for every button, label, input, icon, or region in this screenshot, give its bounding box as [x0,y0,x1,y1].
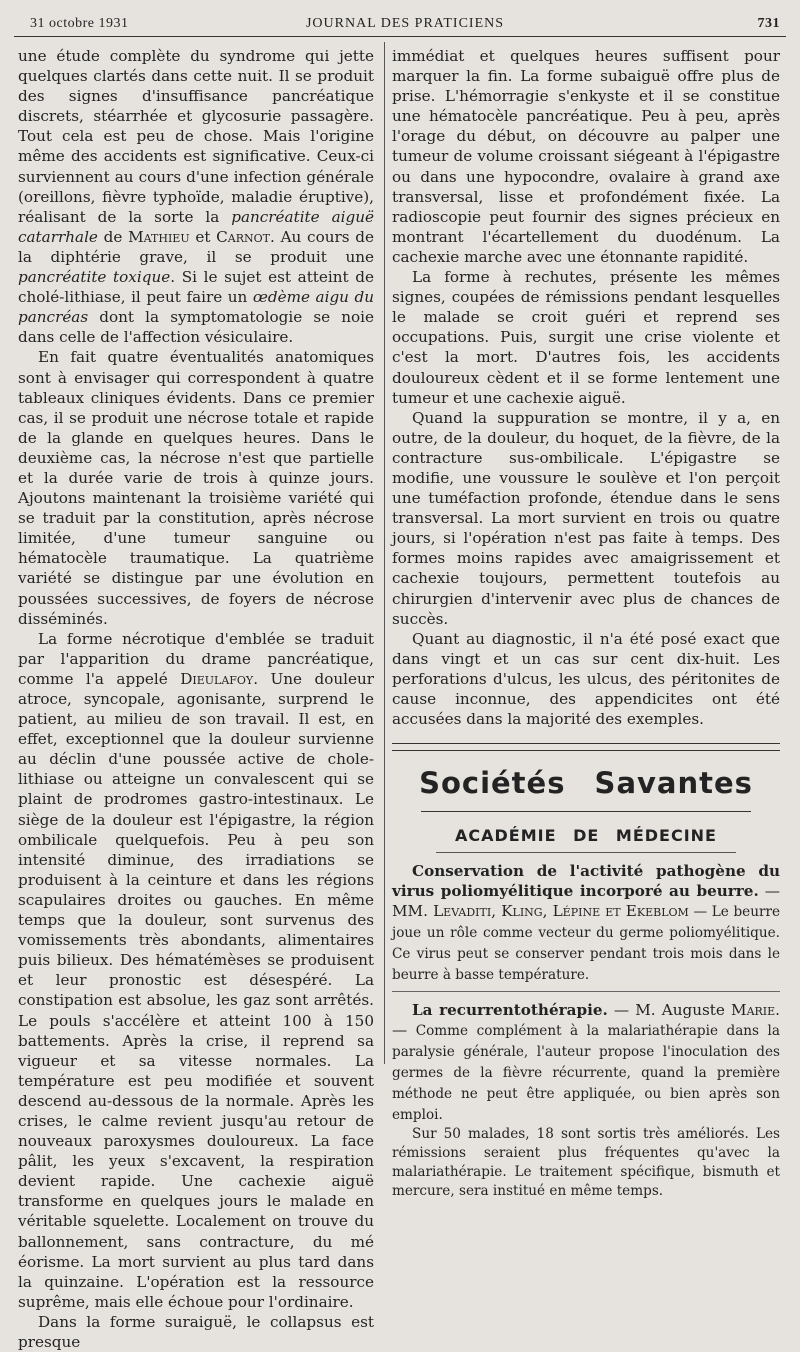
article-body: Sur 50 malades, 18 sont sortis très améliorés. Les rémissions seraient plus fréquentes qu'avec la malariathérapie. Le traitement spécifique, bismuth et mercure, sera institué en même temps. [392,1126,780,1200]
author-name: Carnot [216,227,270,246]
article-title: La recurrentothérapie. [412,1001,608,1020]
author-name: Mathieu [128,227,190,246]
paragraph: Dans la forme suraiguë, le collapsus est presque [18,1312,374,1351]
section-double-rule [392,743,780,751]
running-header [30,14,780,36]
paragraph: immédiat et quelques heures suffisent pour marquer la fin. La forme subaiguë offre plus de prise. L'hémorragie s'enkyste et il se constitue une hématocèle pancréatique. Peu à peu, après l'orage du début, on découvre au palper une tumeur de volume croissant siégeant à l'épigastre ou dans une hypocondre, ovalaire à grand axe transversal, lisse et profondément fixée. La radioscopie peut fournir des signes précieux en montrant l'écartellement du duodénum. La cachexie marche avec une étonnante rapidité. [392,47,780,266]
title-rule [421,811,751,812]
paragraph: La forme à rechutes, présente les mêmes signes, coupées de rémissions pendant lesquelles le malade se croit guéri et reprend ses occupations. Puis, surgit une crise violente et c'est la mort. D'autres fois, les accidents douloureux cèdent et il se forme lentement une tumeur et une cachexie aiguë. [392,268,780,407]
header-date: 31 octobre 1931 [30,16,129,31]
subsection-rule [436,852,736,853]
article-entry: Conservation de l'activité pathogène du virus poliomyélitique incorporé au beurre. — MM. Levaditi, Kling, Lépine et Ekeblom — Le beurre joue un rôle comme vecteur du germe poliomyélitique. Ce virus peut se conserver pendant trois mois dans le beurre à basse température. [392,862,780,984]
paragraph: En fait quatre éventualités anatomiques sont à envisager qui correspondent à quatre tableaux cliniques évidents. Dans ce premier cas, il se produit une nécrose totale et rapide de la glande en quelques heures. Dans le deuxième cas, la nécrose n'est que partielle et la durée varie de trois à quinze jours. Ajoutons maintenant la troisième variété qui se traduit par la constitution, après nécrose limitée, d'une tumeur sanguine ou hématocèle traumatique. La quatrième variété se distingue par une évolution en poussées successives, de foyers de nécrose disséminés. [18,348,374,628]
author-names: Levaditi, Kling, Lépine et Ekeblom [433,902,689,921]
paragraph: Quand la suppuration se montre, il y a, en outre, de la douleur, du hoquet, de la fièvre, de la contracture sus-ombilicale. L'épigastre se modifie, une voussure le soulève et l'on perçoit une tuméfaction profonde, étendue dans le sens transversal. La mort survient en trois ou quatre jours, si l'opération n'est pas faite à temps. Des formes moins rapides avec amaigrissement et cachexie toujours, permettent toutefois au chirurgien d'intervenir avec plus de chances de succès. [392,408,780,628]
right-column [392,46,780,1201]
article-body: — Le beurre joue un rôle comme vecteur du germe poliomyélitique. Ce virus peut se conserver pendant trois mois dans le beurre à basse température. [392,904,780,984]
author-name: Dieulafoy [180,669,254,688]
header-rule [14,36,786,37]
article-body: Comme complément à la malariathérapie dans la paralysie générale, l'auteur propose l'inoculation des germes de la fièvre récurrente, quand la première méthode ne peut être appliquée, ou bien après son emploi. [392,1023,780,1124]
article-entry: La recurrentothérapie. — M. Auguste Marie. — Comme complément à la malariathérapie dans la paralysie générale, l'auteur propose l'inoculation des germes de la fièvre récurrente, quand la première méthode ne peut être appliquée, ou bien après son emploi. [392,1001,780,1124]
article-separator [392,991,780,992]
article-title: Conservation de l'activité pathogène du virus poliomyélitique incorporé au beurre. [392,862,780,901]
paragraph: Quant au diagnostic, il n'a été posé exact que dans vingt et un cas sur cent dix-huit. Les perforations d'ulcus, les ulcus, des péritonites de cause inconnue, des appendicites ont été accusées dans la majorité des exemples. [392,629,780,729]
header-journal-title: JOURNAL DES PRATICIENS [305,16,505,31]
paragraph: La forme nécrotique d'emblée se traduit par l'apparition du drame pancréatique, comme l'a appelé Dieulafoy. Une douleur atroce, syncopale, agonisante, surprend le patient, au milieu de son travail. Il est, en effet, exceptionnel que la douleur survienne au déclin d'une poussée active de chole-lithiase ou atteigne un convalescent qui se plaint de prodromes gastro-intestinaux. Le siège de la douleur est l'épigastre, la région ombilicale quelquefois. Peu à peu son intensité diminue, des irradiations se produisent à la ceinture et dans les régions scapulaires droites ou gauches. En même temps que la douleur, sont survenus des vomissements très abondants, alimentaires puis bilieux. Des hématémèses se produisent et leur pronostic est désespéré. La constipation est absolue, les gaz sont arrêtés. Le pouls s'accélère et atteint 100 à 150 battements. Après la crise, il reprend sa vigueur et sa vitesse normales. La température est peu modifiée et souvent descend au-dessous de la normale. Après les crises, le calme revient jusqu'au retour de nouveaux paroxysmes douloureux. La face pâlit, les yeux s'excavent, la respiration devient rapide. Une cachexie aiguë transforme en quelques jours le malade en véritable squelette. Localement on trouve du ballonnement, sans contracture, du mé éorisme. La mort survient au plus tard dans la quinzaine. L'opération est la ressource suprême, mais elle échoue pour l'ordinaire. [18,629,375,1311]
column-divider [384,42,385,1064]
subsection-title: ACADÉMIE DE MÉDECINE [455,826,717,846]
header-page-number: 731 [757,16,780,31]
author-name: Marie [731,1001,776,1020]
left-column [18,46,374,1352]
paragraph: une étude complète du syndrome qui jette quelques clartés dans cette nuit. Il se produit des signes d'insuffisance pancréatique discrets, stéarrhée et glycosurie passagère. Tout cela est peu de chose. Mais l'origine même des accidents est significative. Ceux-ci surviennent au cours d'une infection générale (oreillons, fièvre typhoïde, maladie éruptive), réalisant de la sorte la pancréatite aiguë catarrhale de Mathieu et Carnot. Au cours de la diphtérie grave, il se produit une pancréatite toxique. Si le sujet est atteint de cholé-lithiase, il peut faire un œdème aigu du pancréas dont la symptomatologie se noie dans celle de l'affection vésiculaire. [18,47,374,347]
section-title: Sociétés Savantes [419,766,753,801]
